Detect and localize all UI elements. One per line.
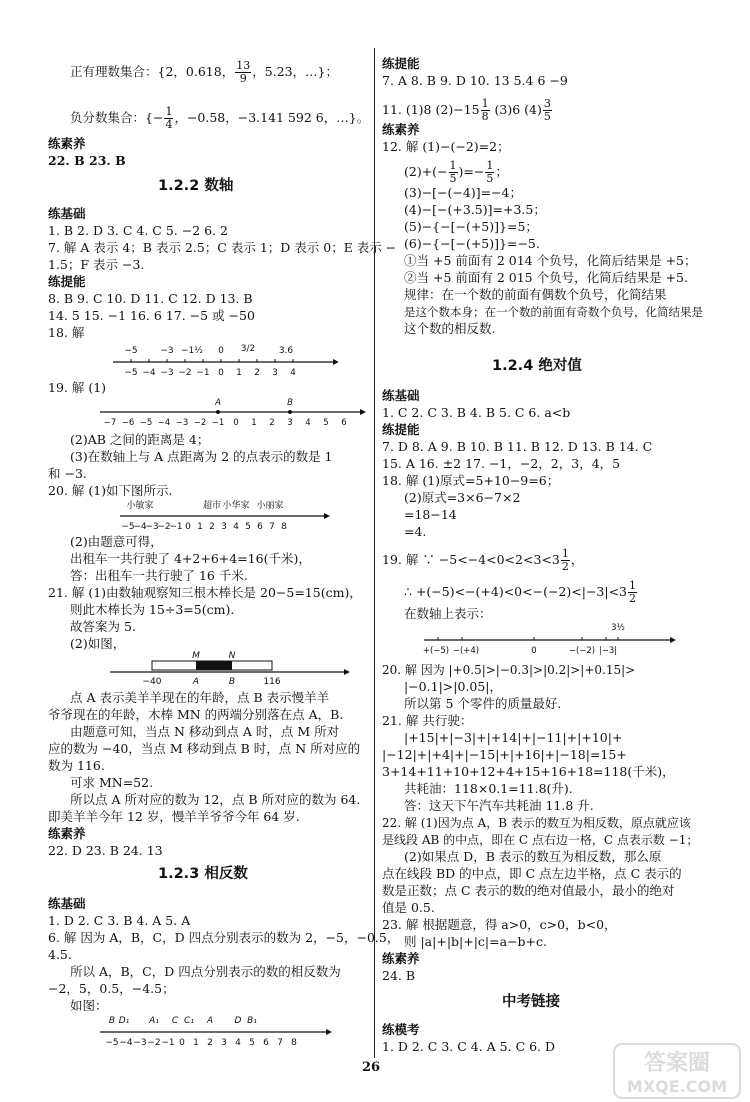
answer-12-line8: ②当 +5 前面有 2 015 个负号，化简后结果是 +5. xyxy=(404,270,688,285)
svg-text:A: A xyxy=(192,677,200,687)
answer-19-line1: 19. 解 ∵ −5<−4<0<2<3<3 $\frac{1}{2}$ ， xyxy=(382,547,584,573)
svg-text:−40: −40 xyxy=(142,677,162,687)
answer-7-line2: 1.5；F 表示 −3. xyxy=(48,257,145,272)
answer-21-line3: 故答案为 5. xyxy=(70,619,136,634)
answer2-6-line5: 如图： xyxy=(70,998,108,1013)
answer-22-line3: (2)如果点 D，B 表示的数互为相反数，那么原 xyxy=(404,849,662,864)
answer-12-line4: (4)−[−(+3.5)]=+3.5； xyxy=(404,202,546,217)
svg-text:−5: −5 xyxy=(124,346,138,356)
svg-text:B₁: B₁ xyxy=(247,1016,257,1026)
answer-21-line4: 3+14+11+10+12+4+15+16+18=118(千米)， xyxy=(382,764,675,779)
svg-text:−1: −1 xyxy=(196,368,210,378)
svg-text:N: N xyxy=(228,651,236,661)
svg-text:|−3|: |−3| xyxy=(598,646,618,656)
svg-text:−1: −1 xyxy=(161,1038,175,1048)
svg-text:−5: −5 xyxy=(139,418,153,428)
answers-7-10: 7. A 8. B 9. D 10. 13 5.4 6 −9 xyxy=(382,73,568,88)
answer-19-part3-line1: (3)在数轴上与 A 点距离为 2 的点表示的数是 1 xyxy=(70,449,333,464)
svg-text:B: B xyxy=(228,677,236,687)
svg-text:−(−2): −(−2) xyxy=(568,646,596,656)
svg-text:3: 3 xyxy=(287,418,293,428)
svg-text:1: 1 xyxy=(197,522,203,532)
svg-text:0: 0 xyxy=(179,1038,185,1048)
answers-14-17: 14. 5 15. −1 16. 6 17. −5 或 −50 xyxy=(48,308,255,323)
answers-1-6: 1. C 2. C 3. B 4. B 5. C 6. a<b xyxy=(382,405,571,420)
svg-text:A₁: A₁ xyxy=(149,1016,159,1026)
answer-22-line6: 值是 0.5. xyxy=(382,900,435,915)
answer-21-line12: 即美羊羊今年 12 岁，慢羊羊爷爷今年 64 岁. xyxy=(48,809,300,824)
answer-21-line11: 所以点 A 所对应的数为 12，点 B 所对应的数为 64. xyxy=(70,792,361,807)
answers-15-17: 15. A 16. ±2 17. −1，−2，2，3，4，5 xyxy=(382,456,621,471)
answers-7-14: 7. D 8. A 9. B 10. B 11. B 12. D 13. B 14. C xyxy=(382,439,653,454)
answer-12-line11: 这个数的相反数. xyxy=(404,321,496,336)
svg-text:−2: −2 xyxy=(147,1038,161,1048)
watermark-logo xyxy=(612,1042,742,1100)
svg-text:−4: −4 xyxy=(133,522,147,532)
answer-21-line1: 21. 解 共行驶： xyxy=(382,713,473,728)
answer-12-line3: (3)−[−(−4)]=−4； xyxy=(404,185,522,200)
svg-text:4: 4 xyxy=(290,368,296,378)
answers-1-6: 1. B 2. D 3. C 4. C 5. −2 6. 2 xyxy=(48,223,228,238)
heading-practice-literacy-2: 练素养 xyxy=(48,826,86,841)
svg-text:0: 0 xyxy=(233,418,239,428)
answer-20-line1: 20. 解 因为 |+0.5|>|−0.3|>|0.2|>|+0.15|> xyxy=(382,663,636,677)
svg-text:小敏家: 小敏家 xyxy=(126,501,154,511)
svg-text:7: 7 xyxy=(269,522,275,532)
answer-21-line9: 数为 116. xyxy=(48,758,105,773)
svg-text:答案圈: 答案圈 xyxy=(643,1051,711,1076)
svg-text:4: 4 xyxy=(233,522,239,532)
answer-19-line3: 在数轴上表示： xyxy=(404,606,492,621)
svg-text:2: 2 xyxy=(269,418,275,428)
answer-18-line3: =18−14 xyxy=(404,507,457,522)
positive-rational-set: 正有理数集合：{2，0.618， $\frac{13}{9}$ ，5.23，…}； xyxy=(70,59,338,85)
number-line-q21 xyxy=(108,648,358,688)
answer-7-line1: 7. 解 A 表示 4；B 表示 2.5；C 表示 1；D 表示 0；E 表示 − xyxy=(48,240,397,255)
answer-21-line2: 则此木棒长为 15÷3=5(cm). xyxy=(70,602,235,617)
answer-12-line10: 是这个数本身；在一个数的前面有奇数个负号，化简结果是 xyxy=(404,305,703,319)
answer-22-line2: 是线段 AB 的中点，即在 C 点右边一格，C 点表示数 −1； xyxy=(382,833,699,847)
svg-text:3.6: 3.6 xyxy=(278,346,294,356)
svg-text:8: 8 xyxy=(281,522,287,532)
svg-text:−1: −1 xyxy=(211,418,225,428)
svg-text:2: 2 xyxy=(209,522,215,532)
answer-24: 24. B xyxy=(382,968,416,983)
section-title-exam-link: 中考链接 xyxy=(502,994,560,1010)
svg-text:3: 3 xyxy=(272,368,278,378)
answer-21-line5: 点 A 表示美羊羊现在的年龄，点 B 表示慢羊羊 xyxy=(70,690,330,705)
answer-20-line1: 20. 解 (1)如下图所示. xyxy=(48,483,173,498)
svg-text:8: 8 xyxy=(291,1038,297,1048)
svg-text:5: 5 xyxy=(323,418,329,428)
svg-text:3½: 3½ xyxy=(611,623,625,633)
negative-fraction-set: 负分数集合：{− $\frac{1}{4}$ ，−0.58，−3.141 592 6，…}。 xyxy=(70,105,370,131)
column-divider xyxy=(374,48,375,1058)
answer-20-part3: 出租车一共行驶了 4+2+6+4=16(千米)， xyxy=(70,551,311,566)
answers-22-24: 22. D 23. B 24. 13 xyxy=(48,843,163,858)
number-line-q20 xyxy=(118,498,338,534)
svg-text:−3: −3 xyxy=(160,368,174,378)
answer-22-line4: 点在线段 BD 的中点，即 C 点左边半格，点 C 表示的 xyxy=(382,866,682,881)
answer-19-line2: ∴ +(−5)<−(+4)<0<−(−2)<|−3|<3 $\frac{1}{2}$ xyxy=(404,579,637,605)
svg-text:−7: −7 xyxy=(103,418,117,428)
svg-text:−4: −4 xyxy=(142,368,156,378)
svg-text:0: 0 xyxy=(185,522,191,532)
svg-text:−2: −2 xyxy=(178,368,192,378)
answers2-1-5: 1. D 2. C 3. B 4. A 5. A xyxy=(48,913,191,928)
svg-text:小华家: 小华家 xyxy=(222,501,250,511)
svg-text:1: 1 xyxy=(236,368,242,378)
answer-18-line1: 18. 解 (1)原式=5+10−9=6； xyxy=(382,473,560,488)
svg-text:2: 2 xyxy=(207,1038,213,1048)
svg-text:B: B xyxy=(108,1016,116,1026)
svg-text:3/2: 3/2 xyxy=(240,344,256,354)
section-title-number-line: 1.2.2 数轴 xyxy=(158,178,234,194)
svg-text:超市: 超市 xyxy=(202,501,222,511)
svg-text:D: D xyxy=(234,1016,242,1026)
section-title-absolute-value: 1.2.4 绝对值 xyxy=(492,358,582,374)
svg-text:1: 1 xyxy=(193,1038,199,1048)
answer-22-line5: 数是正数；点 C 表示的数的绝对值最小，最小的绝对 xyxy=(382,883,675,898)
svg-text:A: A xyxy=(206,1016,214,1026)
heading-ability-practice: 练提能 xyxy=(48,274,86,289)
answer-19-part2: (2)AB 之间的距离是 4； xyxy=(70,432,210,447)
svg-text:6: 6 xyxy=(257,522,263,532)
heading-practice-literacy: 练素养 xyxy=(48,136,86,151)
answer-12-line2: (2)+(− $\frac{1}{5}$ )=− $\frac{1}{5}$ ； xyxy=(404,159,508,185)
svg-text:4: 4 xyxy=(235,1038,241,1048)
svg-text:−3: −3 xyxy=(160,346,174,356)
heading-ability-practice: 练提能 xyxy=(382,56,420,71)
heading-basic-practice: 练基础 xyxy=(48,206,86,221)
answer-21-line1: 21. 解 (1)由数轴观察知三根木棒长是 20−5=15(cm)， xyxy=(48,585,362,600)
svg-text:−(+4): −(+4) xyxy=(452,646,480,656)
answer-20-answer: 答：出租车一共行驶了 16 千米. xyxy=(70,568,248,583)
svg-text:116: 116 xyxy=(263,677,281,687)
heading-ability-practice-2: 练提能 xyxy=(382,422,420,437)
answer-12-line9: 规律：在一个数的前面有偶数个负号，化简结果 xyxy=(404,287,667,302)
heading-practice-literacy: 练素养 xyxy=(382,122,420,137)
svg-text:−1: −1 xyxy=(169,522,183,532)
svg-text:4: 4 xyxy=(305,418,311,428)
answer-12-line6: (6)−{−[−(+5)]}=−5. xyxy=(404,236,540,251)
answer-21-line10: 可求 MN=52. xyxy=(70,775,154,790)
heading-basic-practice-2: 练基础 xyxy=(48,896,86,911)
svg-text:1: 1 xyxy=(251,418,257,428)
heading-basic-practice: 练基础 xyxy=(382,388,420,403)
answers-8-13: 8. B 9. C 10. D 11. C 12. D 13. B xyxy=(48,291,253,306)
svg-text:7: 7 xyxy=(277,1038,283,1048)
svg-text:0: 0 xyxy=(218,346,224,356)
svg-text:C₁: C₁ xyxy=(184,1016,194,1026)
svg-text:C: C xyxy=(171,1016,179,1026)
svg-text:6: 6 xyxy=(341,418,347,428)
svg-text:−5: −5 xyxy=(105,1038,119,1048)
answer-12-line1: 12. 解 (1)−(−2)=2； xyxy=(382,139,510,154)
svg-text:5: 5 xyxy=(249,1038,255,1048)
svg-text:0: 0 xyxy=(531,646,537,656)
svg-text:2: 2 xyxy=(254,368,260,378)
svg-text:−2: −2 xyxy=(157,522,171,532)
answer2-6-line4: −2，5，0.5，−4.5； xyxy=(48,981,175,996)
svg-text:−3: −3 xyxy=(175,418,189,428)
svg-text:6: 6 xyxy=(263,1038,269,1048)
svg-text:3: 3 xyxy=(221,1038,227,1048)
answers-22-23: 22. B 23. B xyxy=(48,153,126,168)
svg-text:3: 3 xyxy=(221,522,227,532)
svg-text:−4: −4 xyxy=(157,418,171,428)
answer-20-line2: |−0.1|>|0.05|， xyxy=(404,679,503,694)
answer2-6-line3: 所以 A，B，C，D 四点分别表示的数的相反数为 xyxy=(70,964,341,979)
heading-practice-literacy-2: 练素养 xyxy=(382,951,420,966)
answers-mock-exam: 1. D 2. C 3. C 4. A 5. C 6. D xyxy=(382,1039,556,1054)
svg-text:+(−5): +(−5) xyxy=(422,646,450,656)
answers-11: 11. (1)8 (2)−15 $\frac{1}{8}$ (3)6 (4) $\frac{3}{5}$ xyxy=(382,97,551,123)
page-number: 26 xyxy=(362,1060,381,1075)
answer-21-line5: 共耗油：118×0.1=11.8(升). xyxy=(404,781,573,796)
answer-21-line4: (2)如图， xyxy=(70,636,126,651)
svg-text:−4: −4 xyxy=(119,1038,133,1048)
answer-19-label: 19. 解 (1) xyxy=(48,380,107,395)
answer-23-line2: 则 |a|+|b|+|c|=a−b+c. xyxy=(404,934,547,949)
number-line-q18 xyxy=(108,340,338,380)
svg-text:小丽家: 小丽家 xyxy=(256,501,284,511)
answer-12-line7: ①当 +5 前面有 2 014 个负号，化简后结果是 +5； xyxy=(404,253,697,268)
answer-21-line6: 爷爷现在的年龄，木棒 MN 的两端分别落在点 A，B. xyxy=(48,707,344,722)
svg-text:−2: −2 xyxy=(193,418,207,428)
answer-21-line3: |−12|+|+4|+|−15|+|+16|+|−18|=15+ xyxy=(382,747,627,762)
number-line-q19 xyxy=(98,394,368,430)
svg-text:0: 0 xyxy=(218,368,224,378)
answer-20-part2: (2)由题意可得， xyxy=(70,534,163,549)
number-line-opposites xyxy=(98,1010,338,1050)
answer-21-line6: 答：这天下午汽车共耗油 11.8 升. xyxy=(404,798,594,813)
svg-text:MXQE.COM: MXQE.COM xyxy=(626,1077,728,1096)
answer-18-line4: =4. xyxy=(404,524,427,539)
svg-text:B: B xyxy=(287,398,293,408)
svg-text:−6: −6 xyxy=(121,418,135,428)
svg-text:−5: −5 xyxy=(124,368,138,378)
svg-text:A: A xyxy=(215,398,221,408)
answer2-6-line2: 4.5. xyxy=(48,947,72,962)
heading-mock-exam: 练模考 xyxy=(382,1022,420,1037)
answer-23-line1: 23. 解 根据题意，得 a>0，c>0，b<0， xyxy=(382,917,617,932)
svg-text:−3: −3 xyxy=(145,522,159,532)
answer-18-label: 18. 解 xyxy=(48,325,85,340)
svg-text:−1½: −1½ xyxy=(181,346,203,356)
section-title-opposite-numbers: 1.2.3 相反数 xyxy=(158,866,248,882)
answer-21-line8: 应的数为 −40，当点 M 移动到点 B 时，点 N 所对应的 xyxy=(48,741,361,756)
answer-18-line2: (2)原式=3×6−7×2 xyxy=(404,490,521,505)
svg-text:M: M xyxy=(192,651,200,661)
answer-21-line7: 由题意可知，当点 N 移动到点 A 时，点 M 所对 xyxy=(70,724,340,739)
answer-20-line3: 所以第 5 个零件的质量最好. xyxy=(404,696,562,711)
number-line-q19-right xyxy=(422,620,682,660)
answer-22-line1: 22. 解 (1)因为点 A，B 表示的数互为相反数，原点就应该 xyxy=(382,816,691,830)
svg-text:5: 5 xyxy=(245,522,251,532)
svg-text:−5: −5 xyxy=(121,522,135,532)
svg-text:−3: −3 xyxy=(133,1038,147,1048)
answer-21-line2: |+15|+|−3|+|+14|+|−11|+|+10|+ xyxy=(404,730,623,745)
svg-text:D₁: D₁ xyxy=(118,1016,130,1026)
answer-12-line5: (5)−{−[−(+5)]}=5； xyxy=(404,219,538,234)
answer-19-part3-line2: 和 −3. xyxy=(48,466,87,481)
answer2-6-line1: 6. 解 因为 A，B，C，D 四点分别表示的数为 2，−5，−0.5， xyxy=(48,930,400,945)
